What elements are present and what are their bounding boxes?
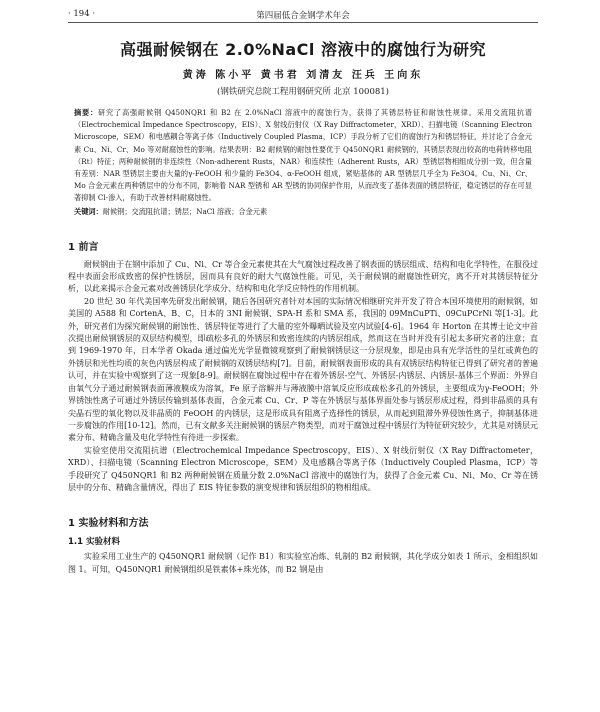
intro-paragraph-3: 实验室使用交流阻抗谱（Electrochemical Impedance Spectroscopy，EIS）、X 射线衍射仪（X Ray Diffractometer，XRD）、扫描电镜（Scanning Electron Microscope，SEM）及电感耦合等离子体（Inductively Coupled Plasma，ICP）等手段研究了 Q450NQR1 和 B2 两种耐候钢在质量分数 2.0%NaCl 溶液中的腐蚀行为，获得了合金元素 Cu、Ni、Mo、Cr 等在锈层中的分布、精确含量情况，得出了 EIS 特征参数的演变规律和锈层组织的物相组成。 xyxy=(68,445,538,492)
materials-paragraph-1: 实验采用工业生产的 Q450NQR1 耐候钢（记作 B1）和实验室冶炼、轧制的 B2 耐候钢，其化学成分如表 1 所示，金相组织如图 1。可知，Q450NQR1 耐候钢组织是铁素体+珠光体，而 B2 钢是由 xyxy=(68,552,538,574)
page-number: · 194 · xyxy=(68,9,96,19)
running-header xyxy=(68,8,538,23)
section-heading-introduction: 1 前言 xyxy=(68,241,99,253)
author-list: 黄涛 陈小平 黄书君 刘清友 汪兵 王向东 xyxy=(182,70,424,81)
abstract-text: 研究了高强耐候钢 Q450NQR1 和 B2 在 2.0%NaCl 溶液中的腐蚀行为，获得了其锈层特征和耐蚀性规律。采用交流阻抗谱（Electrochemical Impedance Spectroscopy，EIS）、X 射线衍射仪（X Ray Diffractometer，XRD）、扫描电镜（Scanning Electron Microscope，SEM）和电感耦合等离子体（Inductively Coupled Plasma，ICP）手段分析了它们的腐蚀行为和锈层特征，并讨论了合金元素 Cu、Ni、Cr、Mo 等对耐腐蚀性的影响。结果表明：B2 耐候钢的耐蚀性要优于 Q450NQR1 耐候钢的，其锈层表现出较高的电荷转移电阻（Rt）特征；两种耐候钢的非连续性（Non-adherent Rusts，NAR）和连续性（Adherent Rusts，AR）型锈层物相组成分别一致，但含量有差别：NAR 型锈层主要由大量的γ-FeOOH 和少量的 Fe3O4、α-FeOOH 组成，紧贴基体的 AR 型锈层几乎全为 Fe3O4。Cu、Ni、Cr、Mo 合金元素在两种锈层中的分布不同，影响着 NAR 型锈和 AR 型锈的协同保护作用，从而改变了基体表面的锈层特征，稳定锈层的存在可显著抑制 Cl-渗入，有助于改善材料耐腐蚀性。 xyxy=(74,108,532,203)
keywords-label: 关键词： xyxy=(74,206,103,216)
section-heading-materials-methods: 1 实验材料和方法 xyxy=(68,518,149,530)
abstract xyxy=(74,107,532,205)
intro-paragraph-2: 20 世纪 30 年代美国率先研发出耐候钢，随后各国研究者针对本国的实际情况相继研究并开发了符合本国环境使用的耐候钢，如美国的 A588 和 CortenA、B、C，日本的 3NI 耐候钢、SPA-H 系和 SMA 系，我国的 09MnCuPTi、09CuPCrNi 等[1-3]。此外，研究者们为探究耐候钢的耐蚀性、锈层特征等进行了大量的室外曝晒试验及室内试验[4-6]。1964 年 Horton 在其博士论文中首次提出耐候钢锈层的双层结构模型，即疏松多孔的外锈层和致密连续的内锈层组成，然而这在当时并没有引起太多研究者的注意；直到 1969-1970 年，日本学者 Okada 通过偏光光学显微镜观察到了耐候钢锈层这一分层现象，即是由具有光学活性的呈红或黄色的外锈层和光性均质的灰色内锈层构成了耐候钢的双锈层结构[7]。目前，耐候钢表面形成的具有双锈层结构特征已得到了研究者的普遍认可，并在实验中观察到了这一现象[8-9]。耐候钢在腐蚀过程中存在着外锈层-空气、外锈层-内锈层、内锈层-基体三个界面：外界自由氧气分子通过耐候钢表面薄液膜成为溶氧，Fe 原子溶解并与薄液膜中溶氧反应形成疏松多孔的外锈层，主要组成为γ-FeOOH；外界锈蚀性离子可通过外锈层传输到基体表面，合金元素 Cu、Cr、P 等在外锈层与基体界面处参与锈层形成过程，得到非晶质的具有尖晶石型的氧化物以及非晶质的 FeOOH 的内锈层，这是形成具有阻离子选择性的锈层，从而起到阻滞外界侵蚀性离子，抑制基体进一步腐蚀的作用[10-12]。然而，已有文献多关注耐候钢的锈层产物类型，而对于腐蚀过程中锈层行为特征研究较少，尤其是对锈层元素分布、精确含量及电化学特性有待进一步探索。 xyxy=(68,296,538,443)
intro-paragraph-1: 耐候钢由于在钢中添加了 Cu、Ni、Cr 等合金元素使其在大气腐蚀过程改善了钢表面的锈层组成、结构和电化学特性，在服役过程中表面会形成致密的保护性锈层，因而具有良好的耐大气腐蚀性能。可见，关于耐候钢的耐腐蚀性研究，离不开对其锈层特征分析，以此来揭示合金元素对改善锈层化学成分、结构和电化学反应特性的作用机制。 xyxy=(68,259,538,294)
conference-name: 第四届低合金钢学术年会 xyxy=(256,11,350,21)
affiliation: (钢铁研究总院工程用钢研究所 北京 100081) xyxy=(217,87,389,97)
keywords-text: 耐候钢；交流阻抗谱；锈层；NaCl 溶液；合金元素 xyxy=(102,206,268,216)
paper-title: 高强耐候钢在 2.0%NaCl 溶液中的腐蚀行为研究 xyxy=(120,40,486,59)
abstract-label: 摘要： xyxy=(74,108,98,117)
keywords xyxy=(74,206,532,218)
subsection-heading-materials: 1.1 实验材料 xyxy=(68,537,121,548)
